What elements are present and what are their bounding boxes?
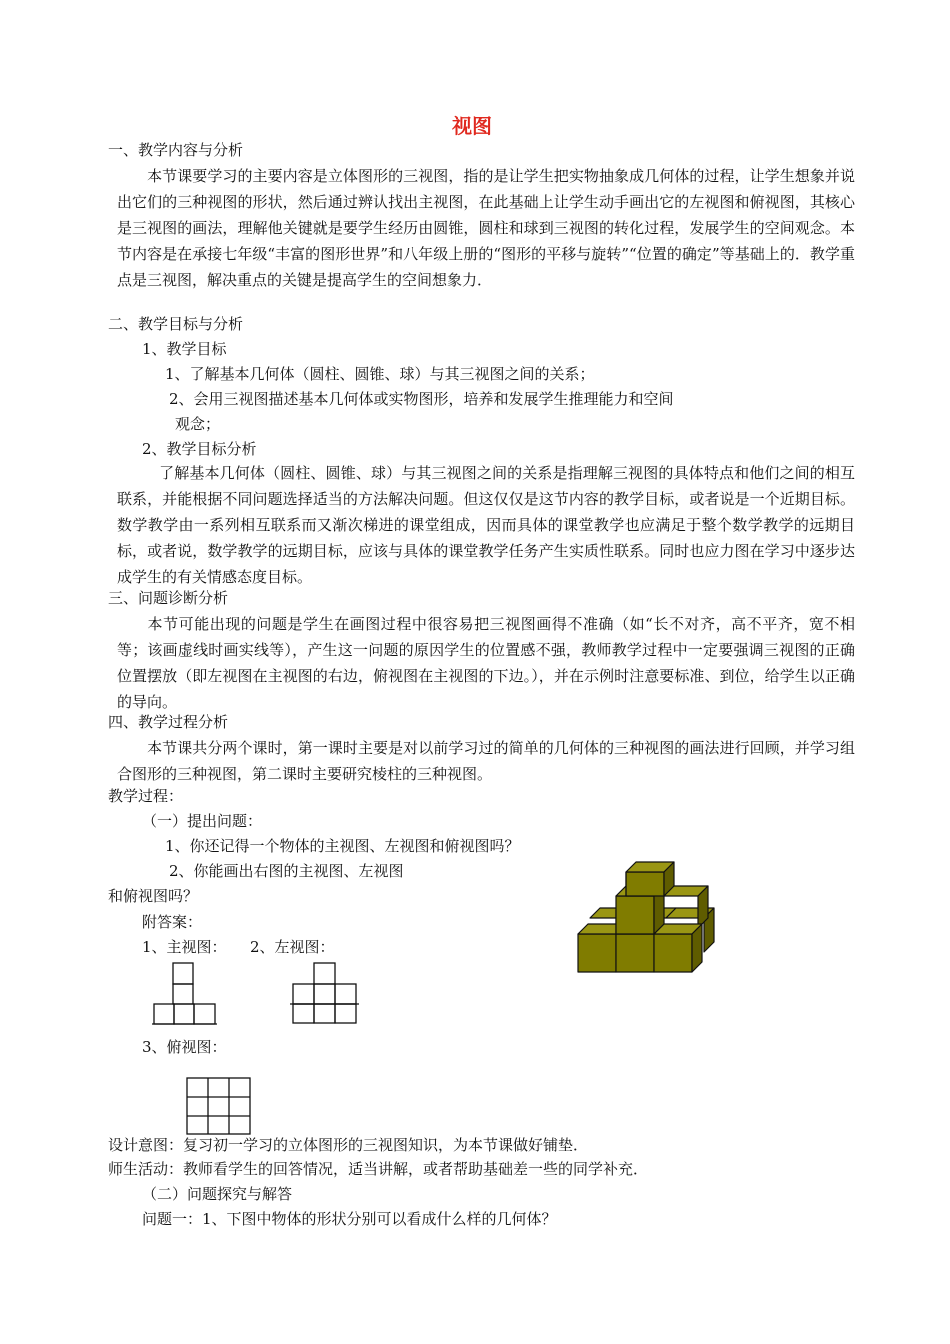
top-view-label: 3、俯视图： — [142, 1038, 227, 1056]
question-2-continued: 和俯视图吗？ — [108, 887, 199, 905]
section-2-paragraph: 了解基本几何体（圆柱、圆锥、球）与其三视图之间的关系是指理解三视图的具体特点和他们之间的相互联系，并能根据不同问题选择适当的方法解决问题。但这仅仅是这节内容的教学目标，或者说是一个近期目标。数学教学由一系列相互联系而又渐次梯进的课堂组成，因而具体的课堂教学也应满足于整个数学教学的远期目标，或者说，数学教学的远期目标，应该与具体的课堂教学任务产生实质性联系。同时也应力图在学习中逐步达成学生的有关情感态度目标。 — [117, 464, 855, 586]
teaching-process-label: 教学过程： — [108, 787, 184, 805]
goal-item-1: 1、了解基本几何体（圆柱、圆锥、球）与其三视图之间的关系； — [165, 365, 595, 383]
section-3-paragraph: 本节可能出现的问题是学生在画图过程中很容易把三视图画得不准确（如“长不对齐，高不平齐，宽不相等；该画虚线时画实线等），产生这一问题的原因学生的位置感不强，教师教学过程中一定要强调三视图的正确位置摆放（即左视图在主视图的右边，俯视图在主视图的下边。），并在示例时注意要标准、到位，给学生以正确的导向。 — [117, 615, 855, 711]
subheading-goal-analysis: 2、教学目标分析 — [142, 440, 257, 458]
front-view-diagram — [150, 960, 220, 1030]
part-1-heading: （一）提出问题： — [142, 812, 263, 830]
top-view-diagram — [185, 1076, 255, 1136]
goal-item-2: 2、会用三视图描述基本几何体或实物图形，培养和发展学生推理能力和空间 — [169, 390, 674, 408]
section-1-paragraph: 本节课要学习的主要内容是立体图形的三视图，指的是让学生把实物抽象成几何体的过程，让学生想象并说出它们的三种视图的形状，然后通过辨认找出主视图，在此基础上让学生动手画出它的左视图和俯视图，其核心是三视图的画法，理解他关键就是要学生经历由圆锥，圆柱和球到三视图的转化过程，发展学生的空间观念。本节内容是在承接七年级“丰富的图形世界”和八年级上册的“图形的平移与旋转”“位置的确定”等基础上的．教学重点是三视图，解决重点的关键是提高学生的空间想象力． — [117, 167, 855, 289]
question-1: 1、你还记得一个物体的主视图、左视图和俯视图吗？ — [165, 837, 520, 855]
goal-item-2-continued: 观念； — [175, 415, 221, 433]
section-3-heading: 三、问题诊断分析 — [108, 589, 229, 607]
section-1-heading: 一、教学内容与分析 — [108, 141, 244, 159]
answer-label: 附答案： — [142, 913, 203, 931]
left-view-diagram — [290, 960, 365, 1030]
question-2: 2、你能画出右图的主视图、左视图 — [169, 862, 404, 880]
section-4-paragraph: 本节课共分两个课时，第一课时主要是对以前学习过的简单的几何体的三种视图的画法进行回顾，并学习组合图形的三种视图，第二课时主要研究棱柱的三种视图。 — [117, 739, 855, 783]
section-2-heading: 二、教学目标与分析 — [108, 315, 244, 333]
section-4-heading: 四、教学过程分析 — [108, 713, 229, 731]
design-intent: 设计意图：复习初一学习的立体图形的三视图知识，为本节课做好铺垫． — [108, 1136, 589, 1154]
subheading-teaching-goals: 1、教学目标 — [142, 340, 227, 358]
problem-1: 问题一：1、下图中物体的形状分别可以看成什么样的几何体？ — [142, 1210, 557, 1228]
page-title: 视图 — [452, 114, 492, 138]
front-view-label: 1、主视图： — [142, 938, 227, 956]
stacked-cubes-figure — [570, 850, 740, 980]
teacher-student-activity: 师生活动：教师看学生的回答情况，适当讲解，或者帮助基础差一些的同学补充． — [108, 1160, 649, 1178]
part-2-heading: （二）问题探究与解答 — [142, 1185, 293, 1203]
left-view-label: 2、左视图： — [250, 938, 335, 956]
